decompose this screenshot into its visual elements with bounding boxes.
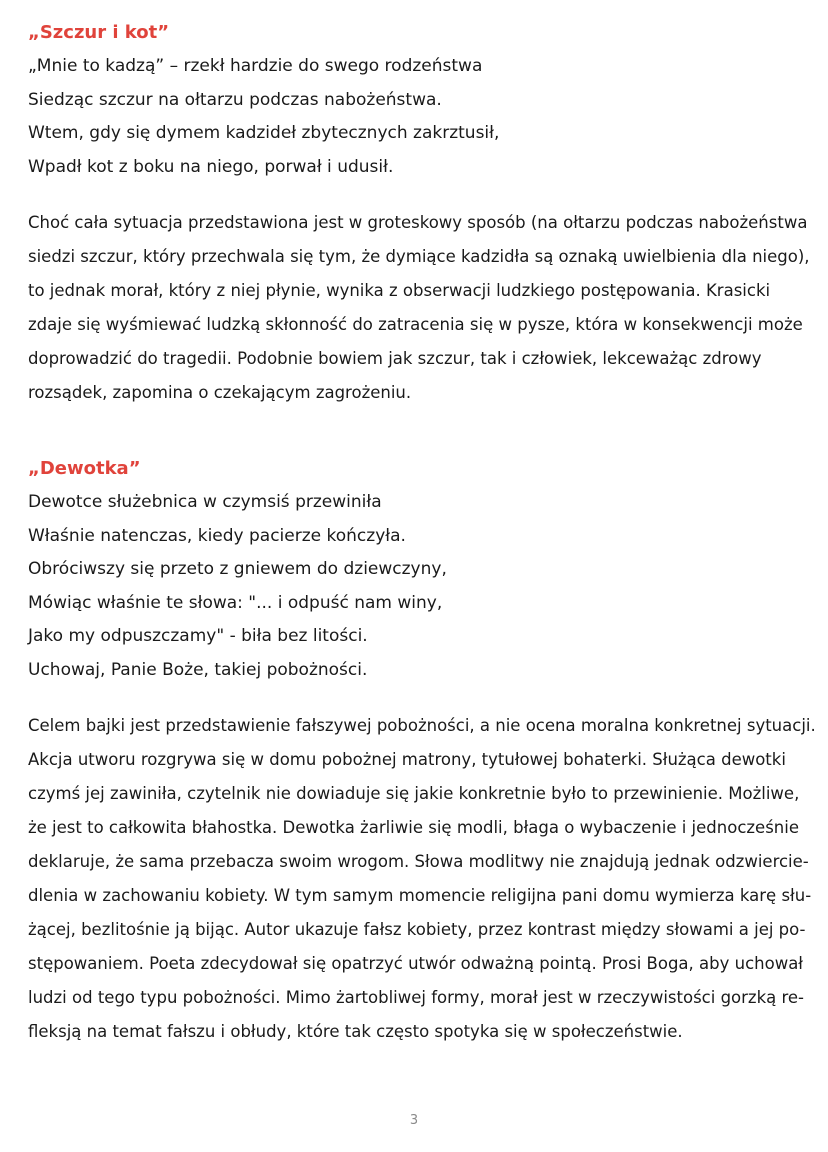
page-number: 3	[409, 1113, 419, 1128]
commentary-line: że jest to całkowita błahostka. Dewotka żarliwie się modli, błaga o wybaczenie i jednocześnie	[28, 818, 799, 837]
verse-line: Siedząc szczur na ołtarzu podczas nabożeństwa.	[28, 89, 442, 110]
verse-line: Uchowaj, Panie Boże, takiej pobożności.	[28, 659, 368, 680]
fable-verse	[28, 486, 792, 687]
verse-line: Dewotce służebnica w czymsiś przewiniła	[28, 492, 382, 512]
verse-line: Obróciwszy się przeto z gniewem do dziewczyny,	[28, 559, 447, 579]
fable-title: „Dewotka”	[28, 458, 141, 479]
commentary-line: czymś jej zawiniła, czytelnik nie dowiaduje się jakie konkretnie było to przewinienie. Możliwe,	[28, 784, 800, 803]
commentary-line: Celem bajki jest przedstawienie fałszywej pobożności, a nie ocena moralna konkretnej sytuacji.	[28, 716, 816, 735]
verse-line: Jako my odpuszczamy" - biła bez litości.	[28, 626, 368, 646]
commentary-line: doprowadzić do tragedii. Podobnie bowiem jak szczur, tak i człowiek, lekceważąc zdrowy	[28, 349, 762, 368]
commentary-line: to jednak morał, który z niej płynie, wynika z obserwacji ludzkiego postępowania. Krasicki	[28, 281, 771, 300]
commentary-line: fleksją na temat fałszu i obłudy, które tak często spotyka się w społeczeństwie.	[28, 1022, 683, 1041]
commentary-line: Choć cała sytuacja przedstawiona jest w groteskowy sposób (na ołtarzu podczas nabożeństwa	[28, 213, 808, 232]
commentary-line: ludzi od tego typu pobożności. Mimo żartobliwej formy, morał jest w rzeczywistości gorzką re-	[28, 988, 805, 1007]
verse-line: Wtem, gdy się dymem kadzideł zbytecznych zakrztusił,	[28, 123, 500, 143]
fable-title: „Szczur i kot”	[28, 22, 170, 43]
commentary-line: stępowaniem. Poeta zdecydował się opatrzyć utwór odważną pointą. Prosi Boga, aby uchował	[28, 954, 804, 973]
commentary-line: żącej, bezlitośnie ją bijąc. Autor ukazuje fałsz kobiety, przez kontrast między słowami a jej po-	[28, 920, 806, 939]
fable-verse	[28, 50, 792, 184]
commentary-line: Akcja utworu rozgrywa się w domu pobożnej matrony, tytułowej bohaterki. Służąca dewotki	[28, 750, 786, 769]
verse-line: „Mnie to kadzą” – rzekł hardzie do swego rodzeństwa	[28, 56, 483, 76]
fable-commentary	[28, 206, 810, 410]
fable-commentary	[28, 709, 816, 1049]
verse-line: Mówiąc właśnie te słowa: "... i odpuść nam winy,	[28, 592, 443, 613]
fable-section-szczur-i-kot	[28, 18, 810, 410]
fable-section-dewotka	[28, 454, 816, 1049]
verse-line: Wpadł kot z boku na niego, porwał i udusił.	[28, 156, 394, 177]
commentary-line: rozsądek, zapomina o czekającym zagrożeniu.	[28, 383, 412, 402]
commentary-line: deklaruje, że sama przebacza swoim wrogom. Słowa modlitwy nie znajdują jednak odzwiercie-	[28, 852, 809, 871]
verse-line: Właśnie natenczas, kiedy pacierze kończyła.	[28, 525, 406, 546]
commentary-line: zdaje się wyśmiewać ludzką skłonność do zatracenia się w pysze, która w konsekwencji może	[28, 315, 803, 334]
commentary-line: dlenia w zachowaniu kobiety. W tym samym momencie religijna pani domu wymierza karę słu-	[28, 886, 812, 905]
commentary-line: siedzi szczur, który przechwala się tym, że dymiące kadzidła są oznaką uwielbienia dla niego),	[28, 247, 810, 266]
